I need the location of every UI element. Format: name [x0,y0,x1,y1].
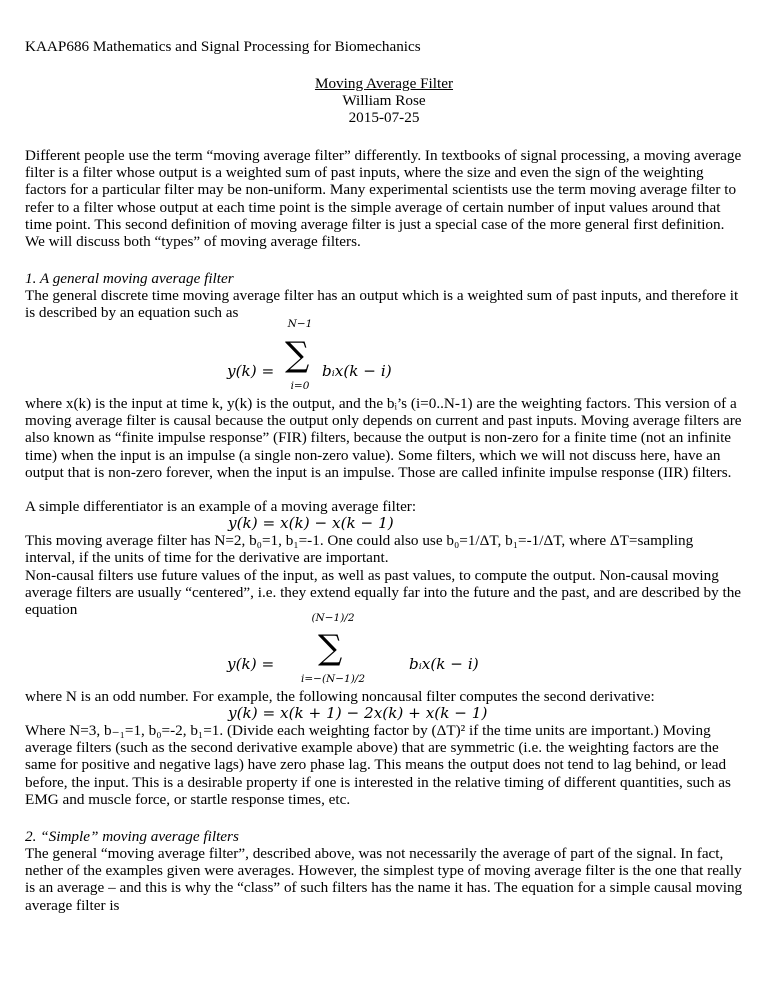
eq1-lhs: y(k) = [227,362,275,380]
eq3-lhs: y(k) = [227,655,275,673]
eq3-upper-limit: (N−1)/2 [311,612,355,624]
eq1-body: bᵢx(k − i) [322,362,392,380]
eq1-sigma-icon: ∑ [285,335,310,375]
eq3-sigma-icon: ∑ [318,628,343,668]
section1-heading [25,270,745,287]
course-header: KAAP686 Mathematics and Signal Processing for Biomechanics [25,38,421,55]
equation-second-derivative: y(k) = x(k + 1) − 2x(k) + x(k − 1) [228,704,488,722]
section2-body: The general “moving average filter”, described above, was not necessarily the average of part of the signal. In fact, nether of the examples given were averages. However, the simplest type of moving average filter is the one that really is an average – and this is why the “class” of such filters has the name it has. The equation for a simple causal moving average filter is [25,845,743,914]
section1-lead: The general discrete time moving average filter has an output which is a weighted sum of past inputs, and therefore it is described by an equation such as [25,287,739,322]
doc-title-text: Moving Average Filter [314,75,454,92]
eq1-upper-limit: N−1 [287,318,313,330]
section2-heading-text: 2. “Simple” moving average filters [25,828,239,845]
noncausal-paragraph: Non-causal filters use future values of the input, as well as past values, to compute the output. Non-causal moving average filters are usually “centered”, i.e. they extend equally far into the future and the past, and are described by the equation [25,567,742,619]
section2-heading [25,828,745,845]
intro-paragraph: Different people use the term “moving average filter” differently. In textbooks of signal processing, a moving average filter is a filter whose output is a weighted sum of past inputs, where the size and even the sign of the weighting factors for a particular filter may be non-uniform. Many experimental scientists use the term moving average filter to refer to a filter whose output at each time point is the simple average of certain number of input values around that time point. This second definition of moving average filter is just a special case of the more general first definition. We will discuss both “types” of moving average filters. [25,147,742,251]
section1-heading-text: 1. A general moving average filter [25,270,234,287]
eq1-lower-limit: i=0 [290,380,310,392]
eq3-body: bᵢx(k − i) [409,655,479,673]
doc-author: William Rose [342,92,426,109]
differentiator-intro: A simple differentiator is an example of a moving average filter: [25,498,417,515]
doc-date: 2015-07-25 [348,109,420,126]
equation-differentiator: y(k) = x(k) − x(k − 1) [228,514,394,532]
paragraph-after-eq1: where x(k) is the input at time k, y(k) is the output, and the bᵢ’s (i=0..N-1) are the weighting factors. This version of a moving average filter is causal because the output only depends on current and past inputs. Moving average filters are also known as “finite impulse response” (FIR) filters, because the output is non-zero for a finite time (not an infinite time) when the input is an impulse (a single non-zero value). Some filters, which we will not discuss here, have an output that is non-zero forever, when the input is an impulse. Those are called infinite impulse response (IIR) filters. [25,395,742,481]
paragraph-after-eq3: where N is an odd number. For example, the following noncausal filter computes the second derivative: [25,688,655,705]
eq3-lower-limit: i=−(N−1)/2 [300,673,366,685]
doc-title [0,75,768,92]
paragraph-after-eq2: This moving average filter has N=2, b₀=1, b₁=-1. One could also use b₀=1/ΔT, b₁=-1/ΔT, where ΔT=sampling interval, if the units of time for the derivative are important. [25,532,694,567]
paragraph-after-eq4: Where N=3, b₋₁=1, b₀=-2, b₁=1. (Divide each weighting factor by (ΔT)² if the time units are important.) Moving average filters (such as the second derivative example above) that are symmetric (i.e. the weighting factors are the same for positive and negative lags) have zero phase lag. This means the output does not tend to lag behind, or lead before, the input. This is a desirable property if one is interested in the relative timing of different quantities, such as EMG and muscle force, or startle response times, etc. [25,722,731,808]
